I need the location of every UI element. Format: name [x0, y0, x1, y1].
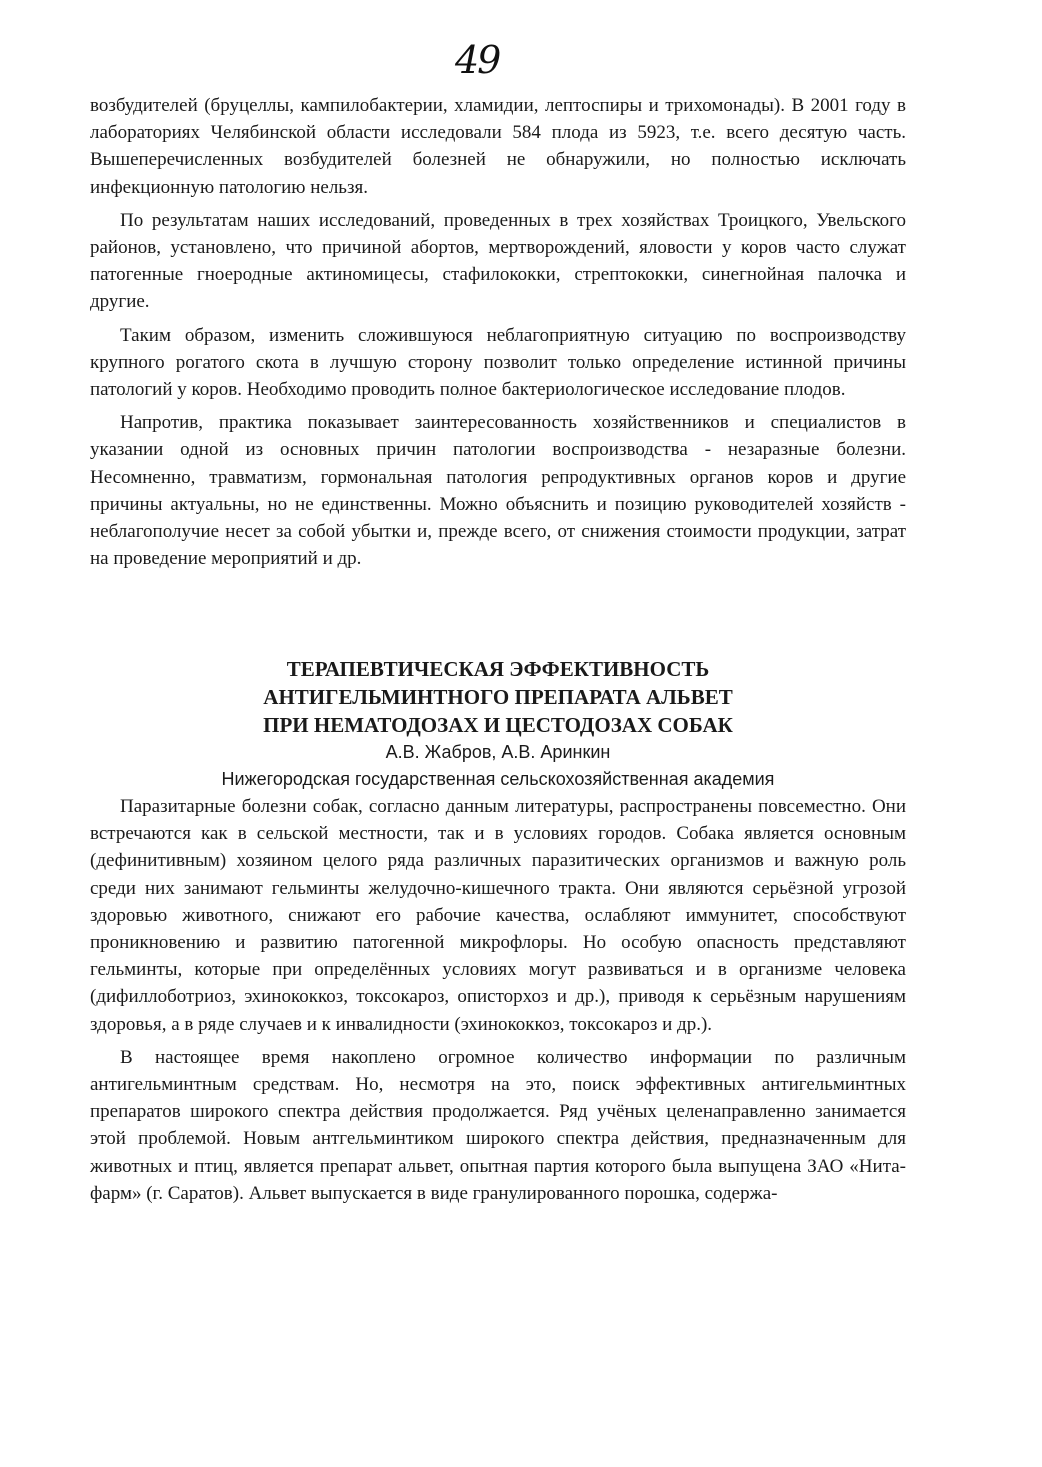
article-authors: А.В. Жабров, А.В. Аринкин — [385, 742, 611, 762]
paragraph: Паразитарные болезни собак, согласно данным литературы, распространены повсеместно. Они встречаются как в сельской местности, так и в условиях городов. Собака является основным (дефинитивным) хозяином целого ряда различных паразитических организмов и важную роль среди них занимают гельминты желудочно-кишечного тракта. Они являются серьёзной угрозой здоровью животного, снижают его рабочие качества, ослабляют иммунитет, способствуют проникновению и развитию патогенной микрофлоры. Но особую опасность представляют гельминты, которые при определённых условиях могут развиваться и в организме человека (дифиллоботриоз, эхинококкоз, токсокароз, описторхоз и др.), приводя к серьёзным нарушениям здоровья, а в ряде случаев и к инвалидности (эхинококкоз, токсокароз и др.). — [90, 796, 906, 1035]
title-line: АНТИГЕЛЬМИНТНОГО ПРЕПАРАТА АЛЬВЕТ — [263, 685, 733, 709]
title-line: ПРИ НЕМАТОДОЗАХ И ЦЕСТОДОЗАХ СОБАК — [263, 713, 733, 737]
paragraph: возбудителей (бруцеллы, кампилобактерии, хламидии, лептоспиры и трихомонады). В 2001 году в лабораториях Челябинской области исследовали 584 плода из 5923, т.е. всего десятую часть. Вышеперечисленных возбудителей болезней не обнаружили, но полностью исключать инфекционную патологию нельзя. — [90, 95, 906, 198]
previous-article-text — [90, 92, 906, 578]
page-number: 49 — [455, 38, 500, 82]
paragraph: Таким образом, изменить сложившуюся неблагоприятную ситуацию по воспроизводству крупного рогатого скота в лучшую сторону позволит только определение истинной причины патологий у коров. Необходимо проводить полное бактериологическое исследование плодов. — [90, 324, 906, 401]
article-title — [90, 655, 906, 739]
paragraph: По результатам наших исследований, проведенных в трех хозяйствах Троицкого, Увельского районов, установлено, что причиной абортов, мертворождений, яловости у коров часто служат патогенные гноеродные актиномицесы, стафилококки, стрептококки, синегнойная палочка и другие. — [90, 209, 906, 313]
title-line: ТЕРАПЕВТИЧЕСКАЯ ЭФФЕКТИВНОСТЬ — [286, 657, 710, 681]
article-affiliation: Нижегородская государственная сельскохозяйственная академия — [221, 769, 775, 789]
paragraph: В настоящее время накоплено огромное количество информации по различным антигельминтным средствам. Но, несмотря на это, поиск эффективных антигельминтных препаратов широкого спектра действия продолжается. Ряд учёных целенаправленно занимается этой проблемой. Новым антгельминтиком широкого спектра действия, предназначенным для животных и птиц, является препарат альвет, опытная партия которого была выпущена ЗАО «Нита-фарм» (г. Саратов). Альвет выпускается в виде гранулированного порошка, содержа- — [90, 1046, 906, 1204]
paragraph: Напротив, практика показывает заинтересованность хозяйственников и специалистов в указании одной из основных причин патологии воспроизводства - незаразные болезни. Несомненно, травматизм, гормональная патология репродуктивных органов коров и другие причины актуальны, но не единственны. Можно объяснить и позицию руководителей хозяйств - неблагополучие несет за собой убытки и, прежде всего, от снижения стоимости продукции, затрат на проведение мероприятий и др. — [90, 412, 906, 570]
article-body — [90, 793, 906, 1213]
